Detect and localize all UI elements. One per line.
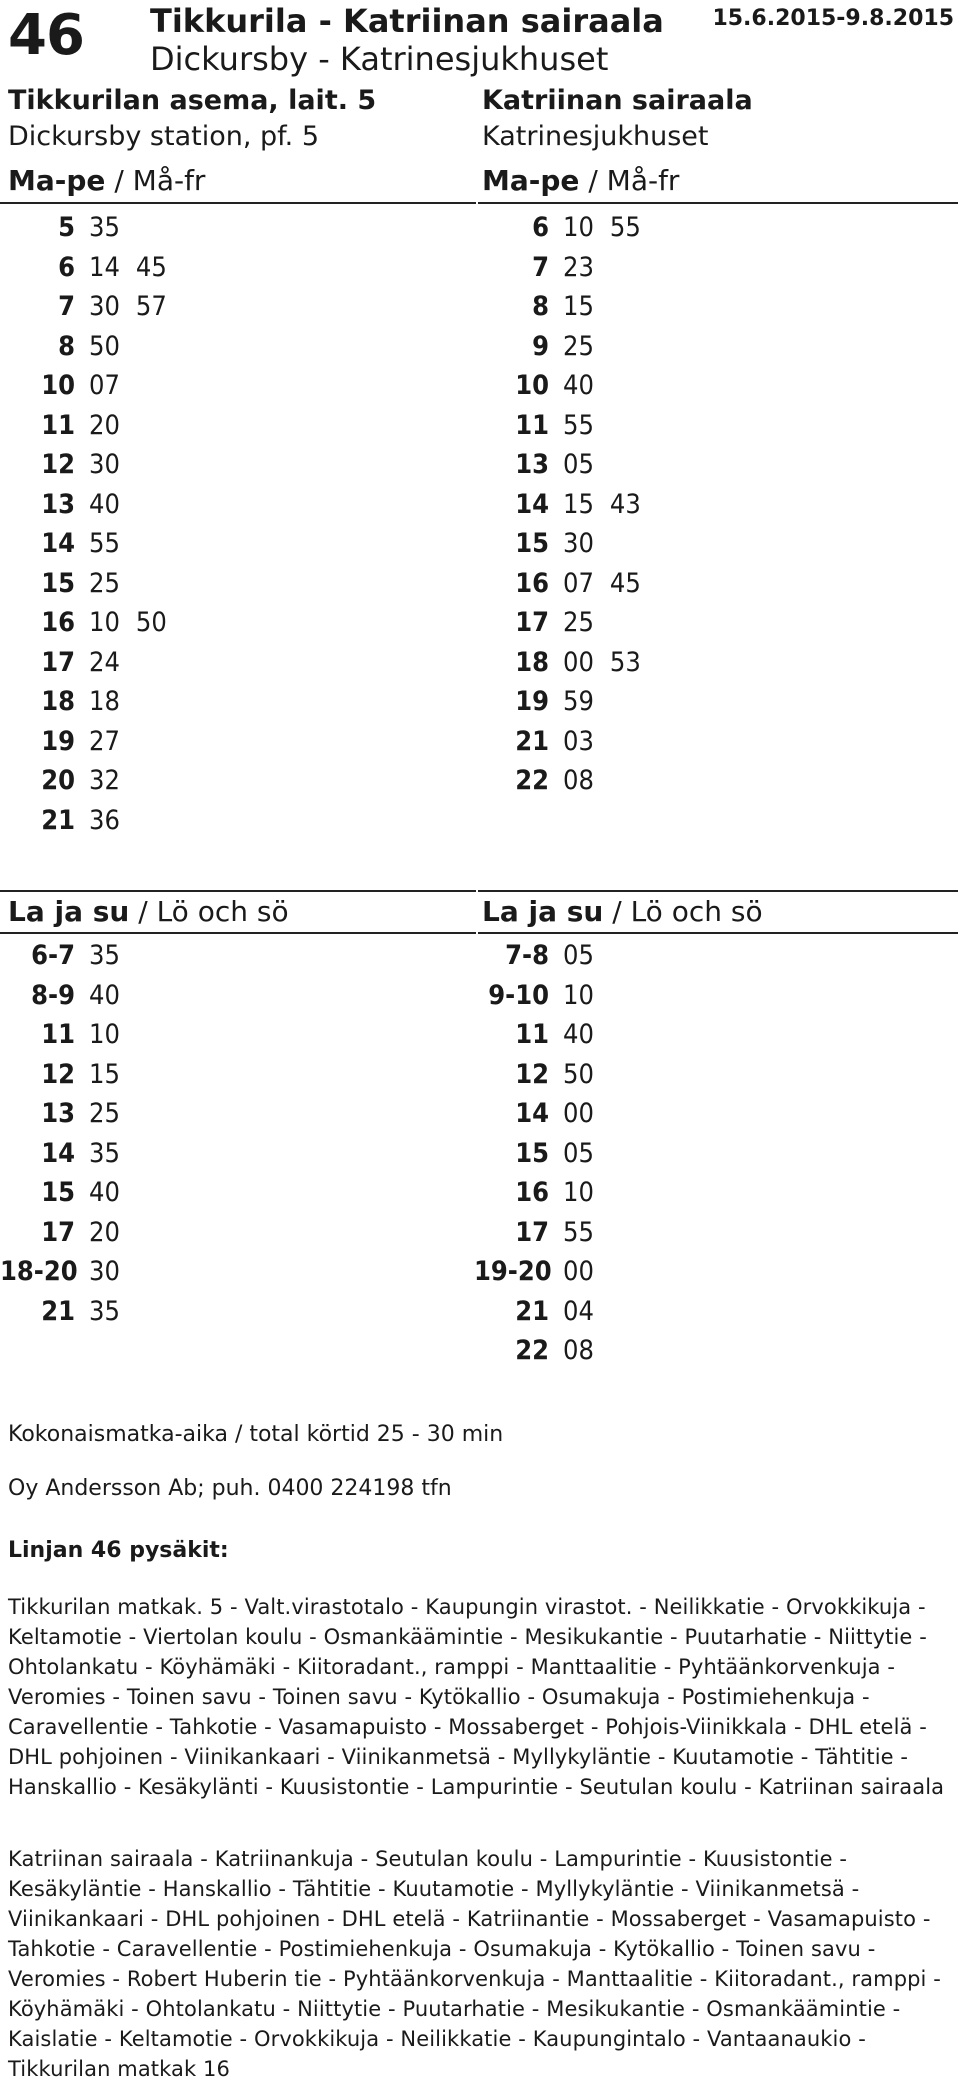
hour-cell: 22 — [515, 765, 549, 796]
stops-outbound: Tikkurilan matkak. 5 - Valt.virastotalo - Kaupungin virastot. - Neilikkatie - Orvokkikuja - Keltamotie - Viertolan koulu - Osmankäämintie - Mesikukantie - Puutarhatie - Niittytie - Ohtolankatu - Köyhämäki - Kiitoradant., ramppi - Manttaalitie - Pyhtäänkorvenkuja - Veromies - Toinen savu - Toinen savu - Kytökallio - Osumakuja - Postimiehenkuja - Caravellentie - Tahkotie - Vasamapuisto - Mossaberget - Pohjois-Viinikkala - DHL etelä - DHL pohjoinen - Viinikankaari - Viinikanmetsä - Myllykyläntie - Kuutamotie - Tähtitie - Hanskallio - Kesäkylänti - Kuusistontie - Lampurintie - Seutulan koulu - Katriinan sairaala — [8, 1595, 945, 1799]
timetable-row — [0, 287, 183, 327]
hour-cell: 21 — [515, 725, 549, 757]
timetable-row — [474, 1055, 610, 1095]
minute-value: 25 — [89, 1098, 120, 1129]
divider — [478, 890, 958, 892]
minute-value: 35 — [89, 940, 120, 971]
minutes-cell — [75, 485, 136, 525]
hour-cell: 13 — [41, 1098, 75, 1129]
minute-value: 25 — [563, 330, 594, 362]
timetable-row — [0, 1015, 136, 1055]
timetable-row — [474, 603, 657, 643]
hour-cell: 13 — [515, 449, 549, 480]
hour-cell: 15 — [515, 1137, 549, 1169]
hour-cell: 15 — [41, 567, 75, 599]
timetable-row — [0, 936, 136, 976]
hour-cell: 14 — [41, 528, 75, 559]
hour-cell: 14 — [515, 488, 549, 520]
left-weekend-label: La ja su / Lö och sö — [8, 895, 289, 928]
right-weekday-label: Ma-pe / Må-fr — [482, 164, 680, 197]
hour-cell: 21 — [515, 1295, 549, 1327]
hour-cell: 8 — [532, 291, 549, 322]
timetable-row — [474, 976, 610, 1016]
timetable-row — [0, 976, 136, 1016]
minutes-cell — [75, 1094, 136, 1134]
minute-value: 00 — [563, 646, 594, 678]
minute-value: 08 — [563, 1335, 594, 1366]
minute-value: 20 — [89, 1216, 120, 1248]
minutes-cell — [549, 761, 610, 801]
minutes-cell — [75, 1213, 136, 1253]
minute-value: 10 — [563, 1177, 594, 1208]
hour-cell: 18-20 — [0, 1256, 78, 1287]
right-stop-name: Katriinan sairaala — [482, 85, 753, 116]
minutes-cell — [75, 936, 136, 976]
timetable-row — [0, 682, 183, 722]
minutes-cell — [75, 1015, 136, 1055]
minute-value: 40 — [563, 1019, 594, 1050]
minute-value: 30 — [563, 528, 594, 559]
minutes-cell — [549, 1213, 610, 1253]
hour-cell: 7 — [58, 291, 75, 322]
minute-value: 10 — [563, 212, 594, 243]
timetable-row — [474, 287, 657, 327]
minute-value: 20 — [89, 409, 120, 441]
minutes-cell — [549, 564, 657, 604]
hour-cell: 6 — [532, 212, 549, 243]
timetable-row — [474, 406, 657, 446]
minute-value: 24 — [89, 646, 120, 678]
hour-cell: 10 — [515, 370, 549, 401]
hour-cell: 15 — [515, 528, 549, 559]
timetable-row — [474, 1134, 610, 1174]
minutes-cell — [75, 801, 136, 841]
hour-cell: 21 — [41, 804, 75, 836]
weekday-left-timetable — [0, 208, 183, 840]
minutes-cell — [549, 1331, 610, 1371]
minute-value: 05 — [563, 449, 594, 480]
minute-value: 27 — [89, 725, 120, 757]
hour-cell: 16 — [515, 1177, 549, 1208]
minute-value: 30 — [89, 1256, 120, 1287]
timetable-row — [474, 327, 657, 367]
minutes-cell — [75, 682, 136, 722]
minutes-cell — [75, 208, 136, 248]
timetable-row — [474, 1094, 610, 1134]
route-number: 46 — [8, 3, 84, 68]
divider — [0, 202, 476, 204]
timetable-row — [0, 524, 183, 564]
divider — [478, 202, 958, 204]
minute-value: 50 — [89, 330, 120, 362]
timetable-row — [0, 603, 183, 643]
timetable-row — [0, 1173, 136, 1213]
timetable-row — [474, 1173, 610, 1213]
minute-value: 40 — [563, 370, 594, 401]
hour-cell: 12 — [515, 1058, 549, 1090]
divider — [478, 932, 958, 934]
stops-heading: Linjan 46 pysäkit: — [8, 1538, 229, 1563]
hour-cell: 22 — [515, 1335, 549, 1366]
route-subtitle: Dickursby - Katrinesjukhuset — [150, 40, 609, 78]
minutes-cell — [75, 248, 183, 288]
minute-value: 40 — [89, 488, 120, 520]
minute-value: 55 — [563, 409, 594, 441]
hour-cell: 17 — [515, 1216, 549, 1248]
minutes-cell — [75, 1252, 136, 1292]
timetable-row — [0, 801, 183, 841]
hour-cell: 15 — [41, 1177, 75, 1208]
hour-cell: 9-10 — [488, 979, 549, 1011]
minutes-cell — [549, 248, 610, 288]
left-weekday-label: Ma-pe / Må-fr — [8, 164, 206, 197]
minute-value: 23 — [563, 251, 594, 283]
timetable-row — [0, 1213, 136, 1253]
timetable-row — [474, 936, 610, 976]
minute-value: 04 — [563, 1295, 594, 1327]
minute-value: 55 — [563, 1216, 594, 1248]
minute-value: 25 — [563, 607, 594, 638]
minute-value: 07 — [89, 370, 120, 401]
minute-value: 36 — [89, 804, 120, 836]
hour-cell: 16 — [515, 567, 549, 599]
minute-value: 53 — [609, 646, 641, 678]
timetable-row — [474, 682, 657, 722]
minute-value: 14 — [89, 251, 120, 283]
hour-cell: 14 — [41, 1137, 75, 1169]
hour-cell: 6-7 — [31, 940, 75, 971]
minutes-cell — [549, 643, 657, 683]
minute-value: 40 — [89, 979, 120, 1011]
minute-value: 32 — [89, 765, 120, 796]
minutes-cell — [549, 1292, 610, 1332]
weekend-right-timetable — [474, 936, 610, 1371]
minutes-cell — [549, 1173, 610, 1213]
minute-value: 35 — [89, 1137, 120, 1169]
hour-cell: 19-20 — [474, 1256, 552, 1287]
minutes-cell — [75, 327, 136, 367]
minute-value: 07 — [563, 567, 594, 599]
hour-cell: 6 — [58, 251, 75, 283]
minutes-cell — [75, 1292, 136, 1332]
minute-value: 43 — [609, 488, 641, 520]
timetable-row — [0, 445, 183, 485]
minute-value: 55 — [89, 528, 120, 559]
hour-cell: 9 — [532, 330, 549, 362]
right-weekend-label: La ja su / Lö och sö — [482, 895, 763, 928]
timetable-row — [474, 1331, 610, 1371]
left-stop-name: Tikkurilan asema, lait. 5 — [8, 85, 377, 116]
hour-cell: 17 — [41, 646, 75, 678]
minute-value: 15 — [89, 1058, 120, 1090]
timetable-row — [474, 248, 657, 288]
minutes-cell — [75, 761, 136, 801]
minute-value: 10 — [89, 1019, 120, 1050]
hour-cell: 20 — [41, 765, 75, 796]
minute-value: 03 — [563, 725, 594, 757]
minute-value: 30 — [89, 291, 120, 322]
minute-value: 10 — [563, 979, 594, 1011]
timetable-row — [0, 761, 183, 801]
minutes-cell — [75, 1173, 136, 1213]
timetable-row — [0, 643, 183, 683]
timetable-row — [474, 208, 657, 248]
minutes-cell — [75, 564, 136, 604]
timetable-row — [0, 208, 183, 248]
minutes-cell — [549, 1015, 610, 1055]
weekend-left-timetable — [0, 936, 136, 1331]
timetable-row — [474, 445, 657, 485]
minute-value: 35 — [89, 212, 120, 243]
hour-cell: 11 — [515, 1019, 549, 1050]
minutes-cell — [549, 976, 610, 1016]
minute-value: 55 — [609, 212, 641, 243]
timetable-row — [0, 1134, 136, 1174]
hour-cell: 19 — [515, 686, 549, 717]
minutes-cell — [75, 524, 136, 564]
hour-cell: 12 — [41, 449, 75, 480]
minute-value: 50 — [563, 1058, 594, 1090]
timetable-row — [474, 564, 657, 604]
hour-cell: 11 — [41, 1019, 75, 1050]
hour-cell: 8 — [58, 330, 75, 362]
hour-cell: 18 — [41, 686, 75, 717]
minute-value: 45 — [135, 251, 167, 283]
timetable-row — [474, 1213, 610, 1253]
minute-value: 00 — [563, 1098, 594, 1129]
timetable-row — [0, 1094, 136, 1134]
minute-value: 59 — [563, 686, 594, 717]
minutes-cell — [75, 1134, 136, 1174]
minutes-cell — [549, 445, 610, 485]
minutes-cell — [75, 445, 136, 485]
timetable-row — [0, 1252, 136, 1292]
minute-value: 05 — [563, 940, 594, 971]
travel-time: Kokonaismatka-aika / total körtid 25 - 30 min — [8, 1422, 504, 1447]
minutes-cell — [549, 208, 657, 248]
minute-value: 15 — [563, 291, 594, 322]
weekday-right-timetable — [474, 208, 657, 801]
hour-cell: 8-9 — [31, 979, 75, 1011]
timetable-row — [474, 1015, 610, 1055]
minutes-cell — [549, 485, 657, 525]
minutes-cell — [549, 366, 610, 406]
timetable-row — [474, 722, 657, 762]
timetable-row — [474, 1252, 610, 1292]
timetable-row — [0, 406, 183, 446]
timetable-row — [0, 564, 183, 604]
timetable-row — [0, 722, 183, 762]
operator-info: Oy Andersson Ab; puh. 0400 224198 tfn — [8, 1476, 452, 1501]
minute-value: 50 — [135, 607, 167, 638]
route-title: Tikkurila - Katriinan sairaala — [150, 2, 664, 40]
minutes-cell — [549, 1094, 610, 1134]
minutes-cell — [75, 1055, 136, 1095]
minute-value: 25 — [89, 567, 120, 599]
timetable-row — [474, 524, 657, 564]
minutes-cell — [549, 406, 610, 446]
minute-value: 35 — [89, 1295, 120, 1327]
minute-value: 15 — [563, 488, 594, 520]
timetable-row — [474, 485, 657, 525]
minute-value: 57 — [135, 291, 167, 322]
minute-value: 18 — [89, 686, 120, 717]
hour-cell: 13 — [41, 488, 75, 520]
hour-cell: 11 — [515, 409, 549, 441]
hour-cell: 7-8 — [505, 940, 549, 971]
minutes-cell — [75, 643, 136, 683]
hour-cell: 19 — [41, 725, 75, 757]
hour-cell: 16 — [41, 607, 75, 638]
validity-dates: 15.6.2015-9.8.2015 — [712, 6, 954, 31]
timetable-row — [0, 1055, 136, 1095]
minutes-cell — [549, 1055, 610, 1095]
minutes-cell — [75, 287, 183, 327]
hour-cell: 10 — [41, 370, 75, 401]
minute-value: 05 — [563, 1137, 594, 1169]
divider — [0, 932, 476, 934]
hour-cell: 21 — [41, 1295, 75, 1327]
hour-cell: 11 — [41, 409, 75, 441]
minute-value: 45 — [609, 567, 641, 599]
minutes-cell — [549, 682, 610, 722]
minutes-cell — [549, 327, 610, 367]
minutes-cell — [549, 524, 610, 564]
minutes-cell — [75, 406, 136, 446]
minutes-cell — [549, 1252, 610, 1292]
stops-return: Katriinan sairaala - Katriinankuja - Seutulan koulu - Lampurintie - Kuusistontie - Kesäkyläntie - Hanskallio - Tähtitie - Kuutamotie - Myllykyläntie - Viinikanmetsä - Viinikankaari - DHL pohjoinen - DHL etelä - Katriinantie - Mossaberget - Vasamapuisto - Tahkotie - Caravellentie - Postimiehenkuja - Osumakuja - Kytökallio - Toinen savu - Veromies - Robert Huberin tie - Pyhtäänkorvenkuja - Manttaalitie - Kiitoradant., ramppi - Köyhämäki - Ohtolankatu - Niittytie - Puutarhatie - Mesikukantie - Osmankäämintie - Kaislatie - Keltamotie - Orvokkikuja - Neilikkatie - Kaupungintalo - Vantaanaukio - Tikkurilan matkak 16 — [8, 1847, 941, 2081]
divider — [0, 890, 476, 892]
hour-cell: 17 — [515, 607, 549, 638]
timetable-row — [474, 1292, 610, 1332]
timetable-row — [0, 248, 183, 288]
hour-cell: 5 — [58, 212, 75, 243]
right-stop-name-sv: Katrinesjukhuset — [482, 121, 709, 152]
minutes-cell — [549, 1134, 610, 1174]
minute-value: 00 — [563, 1256, 594, 1287]
timetable-row — [0, 1292, 136, 1332]
hour-cell: 14 — [515, 1098, 549, 1129]
timetable-row — [474, 366, 657, 406]
minute-value: 08 — [563, 765, 594, 796]
timetable-row — [474, 643, 657, 683]
timetable-row — [0, 327, 183, 367]
hour-cell: 7 — [532, 251, 549, 283]
minutes-cell — [549, 287, 610, 327]
minutes-cell — [75, 603, 183, 643]
left-stop-name-sv: Dickursby station, pf. 5 — [8, 121, 320, 152]
minute-value: 10 — [89, 607, 120, 638]
minutes-cell — [549, 936, 610, 976]
timetable-row — [0, 366, 183, 406]
minutes-cell — [549, 722, 610, 762]
hour-cell: 18 — [515, 646, 549, 678]
minutes-cell — [75, 976, 136, 1016]
timetable-row — [474, 761, 657, 801]
minute-value: 40 — [89, 1177, 120, 1208]
minutes-cell — [75, 722, 136, 762]
hour-cell: 17 — [41, 1216, 75, 1248]
minutes-cell — [75, 366, 136, 406]
timetable-row — [0, 485, 183, 525]
minutes-cell — [549, 603, 610, 643]
hour-cell: 12 — [41, 1058, 75, 1090]
minute-value: 30 — [89, 449, 120, 480]
